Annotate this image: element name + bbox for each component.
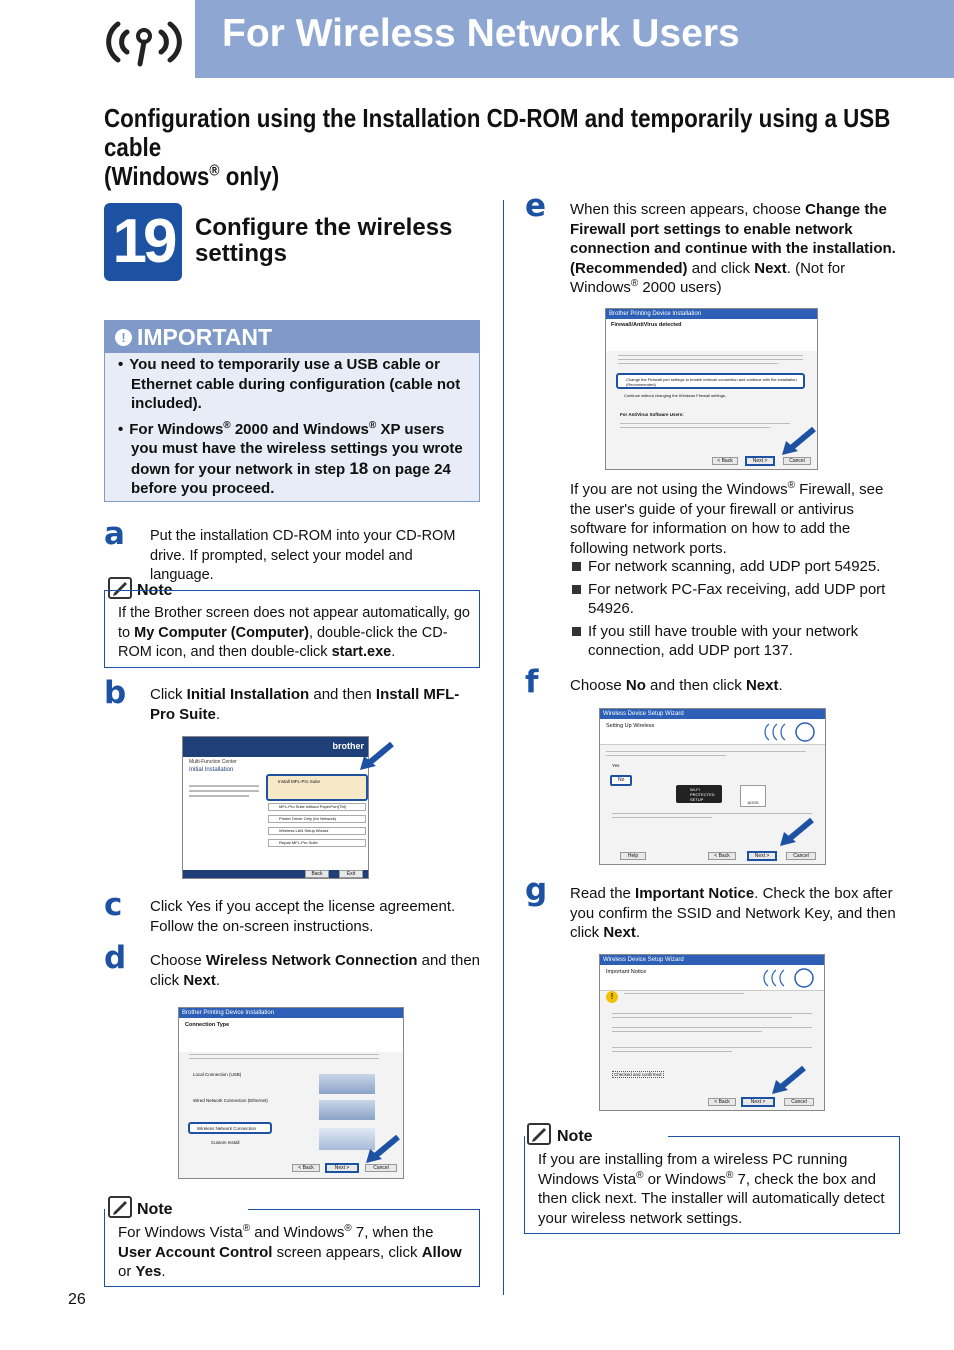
firewall-info-text: If you are not using the Windows® Firewall, see the user's guide of your firewall or antivirus software for information on how to add the following network ports.: [570, 480, 884, 557]
page-number: 26: [68, 1291, 86, 1308]
screen-heading: Connection Type: [185, 1022, 230, 1028]
screen-heading: Firewall/AntiVirus detected: [611, 322, 682, 328]
custom-install-checkbox[interactable]: Custom Install: [211, 1140, 240, 1145]
pointer-arrow-icon: [356, 740, 396, 774]
wps-logo: WI-FI PROTECTED SETUP: [676, 785, 722, 803]
brand-logo: brother: [332, 741, 364, 751]
pointer-arrow-icon: [778, 425, 818, 459]
menu-item[interactable]: Wireless LAN Setup Wizard: [268, 827, 366, 835]
important-item: • You need to temporarily use a USB cable or Ethernet cable during configuration (cable not included).: [114, 355, 472, 414]
step-e-text: When this screen appears, choose Change the Firewall port settings to enable network connection and continue with the installation. (Recommended) and click Next. (Not for Windows® 2000 users): [570, 201, 896, 296]
step-d-text: Choose Wireless Network Connection and then click Next.: [150, 952, 481, 989]
header-icon-area: [0, 0, 195, 78]
wireless-network-icon: [100, 12, 190, 72]
radio-wired[interactable]: Wired Network Connection (Ethernet): [193, 1098, 268, 1103]
next-button[interactable]: Next >: [745, 456, 775, 466]
exclamation-icon: !: [115, 329, 132, 346]
menu-item-install[interactable]: Install MFL-Pro Suite: [266, 774, 368, 801]
pointer-arrow-icon: [362, 1133, 402, 1167]
screen-heading: Multi-Function Center: [189, 759, 237, 765]
next-button[interactable]: Next >: [741, 1097, 775, 1107]
note2-text: For Windows Vista® and Windows® 7, when the User Account Control screen appears, click Allow or Yes.: [118, 1223, 462, 1280]
step-letter-e: e: [525, 188, 547, 224]
port-list-item: For network PC-Fax receiving, add UDP port 54926.: [570, 580, 905, 619]
step-title: Configure the wireless settings: [195, 214, 453, 267]
radio-usb[interactable]: Local Connection (USB): [193, 1072, 242, 1077]
wireless-logo-icon: [759, 721, 819, 743]
cancel-button[interactable]: Cancel: [365, 1164, 397, 1172]
menu-item[interactable]: Printer Driver Only (for Network): [268, 815, 366, 823]
pointer-arrow-icon: [776, 816, 816, 850]
port-list-item: If you still have trouble with your network connection, add UDP port 137.: [570, 622, 905, 661]
radio-yes[interactable]: Yes: [612, 763, 620, 768]
confirm-checkbox[interactable]: Checked and confirmed: [614, 1072, 662, 1077]
back-button[interactable]: < Back: [708, 1098, 736, 1106]
back-button[interactable]: < Back: [292, 1164, 320, 1172]
screen-subheading: Initial Installation: [189, 767, 234, 773]
important-item: • For Windows® 2000 and Windows® XP users you must have the wireless settings you wrote down for your network in step 18 on page 24 before you proceed.: [114, 420, 472, 499]
back-button[interactable]: < Back: [708, 852, 736, 860]
screen-heading: Setting Up Wireless: [606, 723, 655, 729]
section-title-line2: (Windows® only): [104, 161, 280, 191]
port-list: [570, 557, 905, 661]
port-list-item: For network scanning, add UDP port 54925.: [570, 557, 905, 577]
screen-heading: Important Notice: [606, 969, 647, 975]
back-button[interactable]: Back: [305, 870, 329, 878]
step-b-text: Click Initial Installation and then Install MFL-Pro Suite.: [150, 686, 460, 723]
step-letter-f: f: [525, 664, 539, 700]
radio-no[interactable]: No: [610, 775, 632, 786]
next-button[interactable]: Next >: [325, 1163, 359, 1173]
pointer-arrow-icon: [768, 1064, 808, 1098]
warning-icon: !: [606, 991, 618, 1003]
cancel-button[interactable]: Cancel: [784, 1098, 814, 1106]
screenshot-titlebar: Brother Printing Device Installation: [179, 1008, 403, 1018]
step-letter-a: a: [104, 516, 125, 552]
screenshot-titlebar: [183, 737, 368, 757]
note-heading: Note: [557, 1128, 593, 1145]
installer-screenshot: [182, 736, 369, 879]
important-heading: IMPORTANT: [137, 324, 273, 350]
help-button[interactable]: Help: [620, 852, 646, 860]
header-title: For Wireless Network Users: [222, 12, 740, 55]
step-letter-c: c: [104, 887, 123, 923]
step-f-text: Choose No and then click Next.: [570, 677, 783, 694]
note-heading: Note: [137, 1201, 173, 1218]
cancel-button[interactable]: Cancel: [786, 852, 816, 860]
next-button[interactable]: Next >: [747, 851, 777, 861]
screenshot-titlebar: Brother Printing Device Installation: [606, 309, 817, 319]
section-title-line1: Configuration using the Installation CD-ROM and temporarily using a USB cable: [104, 103, 891, 162]
step-a-text: Put the installation CD-ROM into your CD-ROM drive. If prompted, select your model and language.: [150, 528, 456, 583]
menu-item[interactable]: Repair MFL-Pro Suite: [268, 839, 366, 847]
step-number-badge: 19: [104, 203, 182, 281]
note3-text: If you are installing from a wireless PC running Windows Vista® or Windows® 7, check the box and then click next. The installer will automatically detect your wireless network settings.: [538, 1151, 885, 1227]
menu-item[interactable]: MFL-Pro Suite without PaperPort(TM): [268, 803, 366, 811]
radio-continue[interactable]: Continue without changing the Windows Firewall settings.: [624, 393, 727, 398]
screenshot-titlebar: Wireless Device Setup Wizard: [600, 955, 824, 965]
important-list: [114, 355, 472, 505]
exit-button[interactable]: Exit: [339, 870, 363, 878]
screenshot-titlebar: Wireless Device Setup Wizard: [600, 709, 825, 719]
step-c-text: Click Yes if you accept the license agreement. Follow the on-screen instructions.: [150, 898, 456, 935]
radio-change-firewall[interactable]: Change the Firewall port settings to enable network connection and continue with the installation. (Recommended): [616, 373, 805, 389]
column-divider: [503, 200, 504, 1295]
step-letter-d: d: [104, 940, 127, 976]
aoss-logo: AOSS: [740, 785, 766, 807]
wireless-logo-icon: [758, 967, 818, 989]
back-button[interactable]: < Back: [712, 457, 738, 465]
note-heading: Note: [137, 582, 173, 599]
note1-text: If the Brother screen does not appear automatically, go to My Computer (Computer), double-click the CD-ROM icon, and then double-click start.exe.: [118, 605, 470, 660]
step-g-text: Read the Important Notice. Check the box after you confirm the SSID and Network Key, and then click Next.: [570, 885, 896, 941]
step-letter-g: g: [525, 872, 548, 908]
antivirus-heading: For AntiVirus Software Users:: [620, 412, 684, 417]
step-letter-b: b: [104, 675, 127, 711]
cancel-button[interactable]: Cancel: [783, 457, 811, 465]
section-title: [104, 104, 921, 191]
radio-wireless[interactable]: Wireless Network Connection: [188, 1122, 272, 1134]
